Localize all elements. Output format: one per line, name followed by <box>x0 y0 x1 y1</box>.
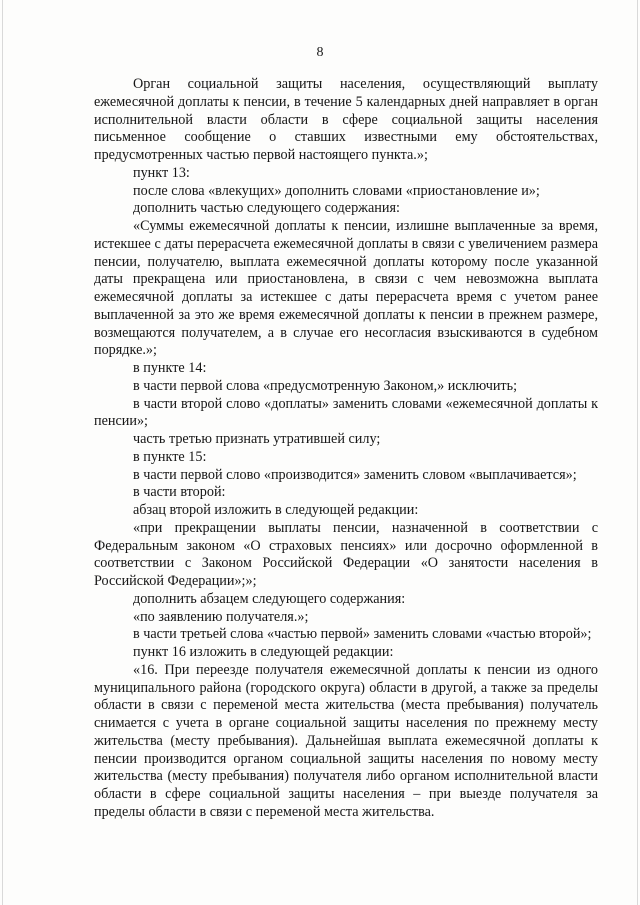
paragraph: пункт 16 изложить в следующей редакции: <box>133 644 394 660</box>
document-body <box>94 76 598 822</box>
paragraph: абзац второй изложить в следующей редакции: <box>133 502 419 518</box>
paragraph: «при прекращении выплаты пенсии, назначенной в соответствии с Федеральным законом «О страховых пенсиях» или досрочно оформленной в соответствии с Законом Российской Федерации «О занятости населения в Российской Федерации»;»; <box>94 519 598 589</box>
paragraph: Орган социальной защиты населения, осуществляющий выплату ежемесячной доплаты к пенсии, в течение 5 календарных дней направляет в орган исполнительной власти области в сфере социальной защиты населения письменное сообщение о ставших известными ему обстоятельствах, предусмотренных частью первой настоящего пункта.»; <box>94 76 598 163</box>
paragraph: в части первой слово «производится» заменить словом «выплачивается»; <box>133 466 577 483</box>
paragraph: в части третьей слова «частью первой» заменить словами «частью второй»; <box>133 626 592 643</box>
paragraph: дополнить абзацем следующего содержания: <box>133 590 406 607</box>
paragraph: в пункте 14: <box>133 360 207 376</box>
paragraph: пункт 13: <box>133 164 190 181</box>
paragraph: в части второй: <box>133 484 226 501</box>
paragraph: в части второй слово «доплаты» заменить словами «ежемесячной доплаты к пенсии»; <box>94 395 598 430</box>
paragraph: после слова «влекущих» дополнить словами «приостановление и»; <box>133 182 540 199</box>
paragraph: в части первой слова «предусмотренную Законом,» исключить; <box>133 377 518 394</box>
paragraph: дополнить частью следующего содержания: <box>133 200 400 217</box>
paragraph: «Суммы ежемесячной доплаты к пенсии, излишне выплаченные за время, истекшее с даты перерасчета ежемесячной доплаты в связи с увеличением размера пенсии, получателю, выплата ежемесячной доплаты которому после указанной даты прекращена или приостановлена, в связи с чем невозможна выплата ежемесячной доплаты за истекшее с даты перерасчета время с учетом ранее выплаченной за это же время ежемесячной доплаты к пенсии в прежнем размере, возмещаются получателем, а в случае его несогласия взыскиваются в судебном порядке.»; <box>94 218 598 359</box>
page-number: 8 <box>316 45 324 60</box>
paragraph: часть третью признать утратившей силу; <box>133 431 381 447</box>
scan-edge-right <box>637 0 638 905</box>
paragraph: «по заявлению получателя.»; <box>133 608 309 625</box>
scan-edge-left <box>2 0 3 905</box>
paragraph: в пункте 15: <box>133 448 207 465</box>
paragraph: «16. При переезде получателя ежемесячной доплаты к пенсии из одного муниципального района (городского округа) области в другой, а также за пределы области в связи с переменой места жительства (места пребывания) получатель снимается с учета в органе социальной защиты населения по прежнему месту жительства (месту пребывания). Дальнейшая выплата ежемесячной доплаты к пенсии производится органом социальной защиты населения по новому месту жительства (месту пребывания) получателя либо органом исполнительной власти области в сфере социальной защиты населения – при выезде получателя за пределы области в связи с переменой места жительства. <box>94 661 598 820</box>
